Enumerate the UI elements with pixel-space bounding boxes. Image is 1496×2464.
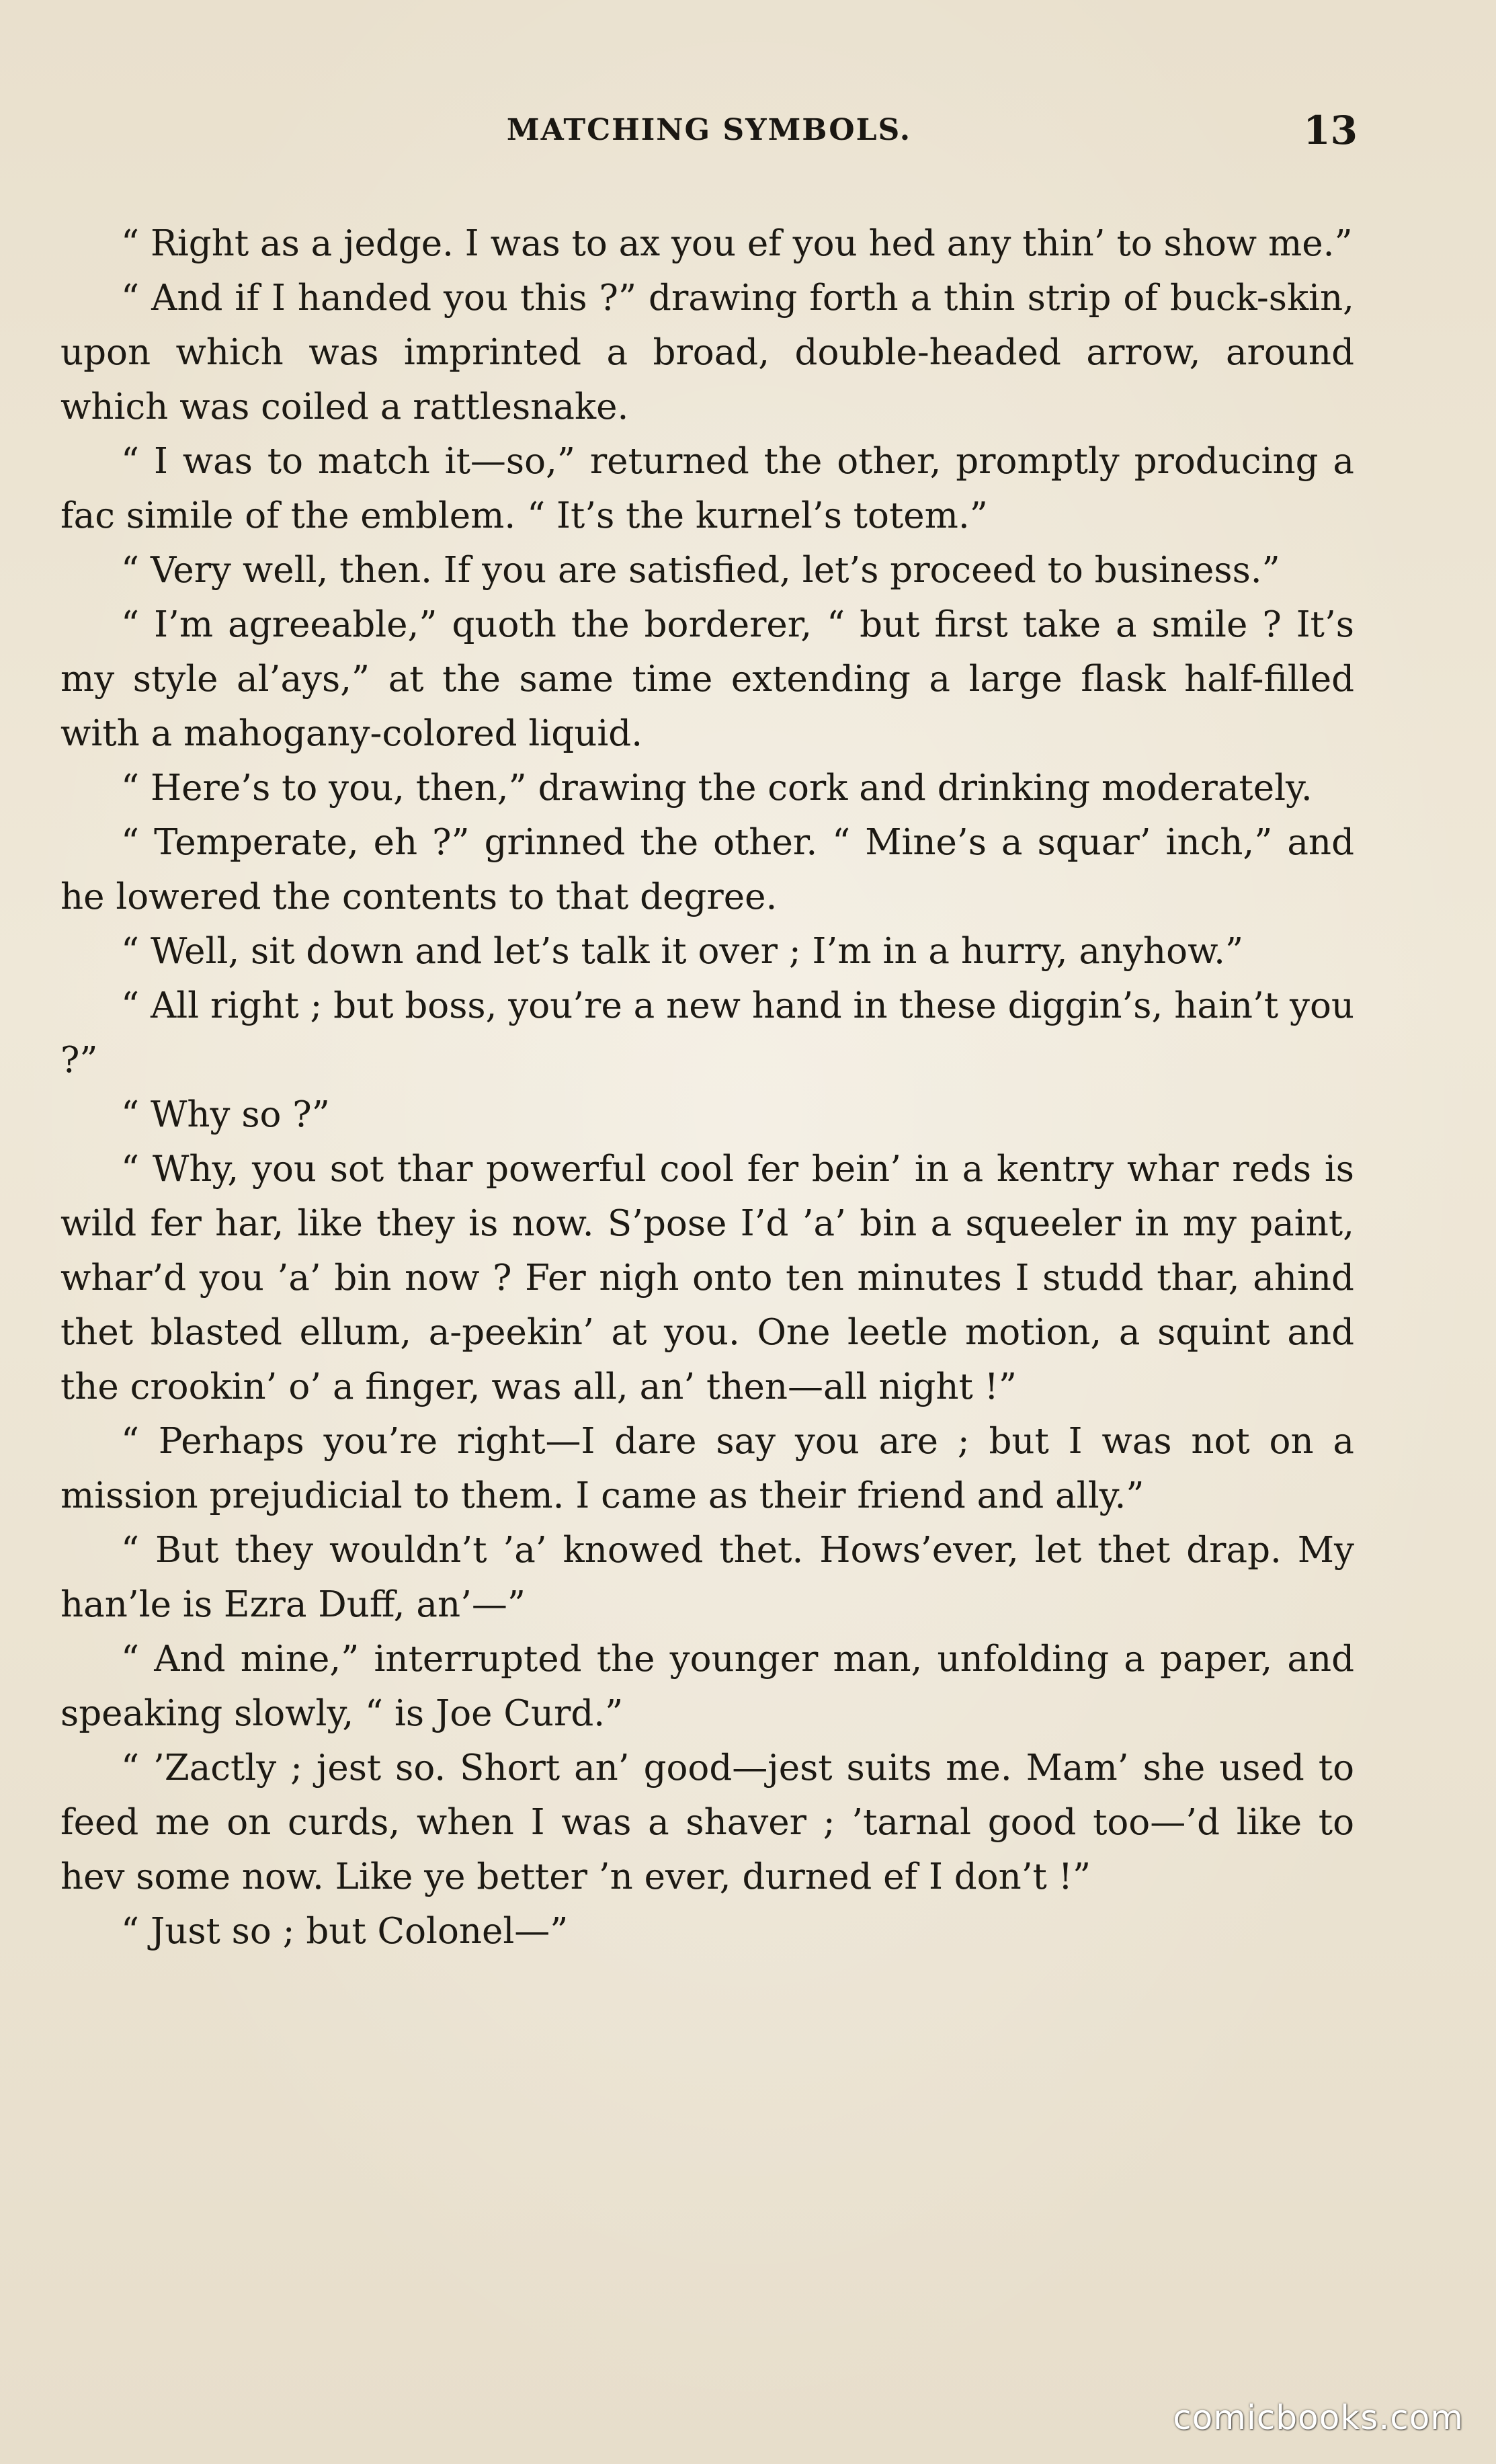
paragraph: “ Why so ?”: [121, 1094, 330, 1135]
paragraph: “ Here’s to you, then,” drawing the cork and drinking moderately.: [121, 768, 1313, 809]
paragraph: “ I was to match it—so,” returned the other, promptly producing a fac simile of the emblem. “ It’s the kurnel’s totem.”: [60, 441, 1354, 536]
paragraph: “ Right as a jedge. I was to ax you ef you hed any thin’ to show me.”: [121, 223, 1353, 264]
paragraph: “ Just so ; but Colonel—”: [121, 1911, 569, 1952]
page-number: 13: [1303, 108, 1358, 153]
paragraph: “ All right ; but boss, you’re a new hand in these diggin’s, hain’t you ?”: [60, 985, 1354, 1081]
paragraph: “ Well, sit down and let’s talk it over ; I’m in a hurry, anyhow.”: [121, 931, 1244, 972]
paragraph: “ And mine,” interrupted the younger man, unfolding a paper, and speaking slowly, “ is Joe Curd.”: [60, 1639, 1354, 1734]
paragraph: “ Very well, then. If you are satisfied, let’s proceed to business.”: [121, 550, 1280, 591]
paragraph: “ I’m agreeable,” quoth the borderer, “ but first take a smile ? It’s my style al’ays,” at the same time extending a large flask half-filled with a mahogany-colored liquid.: [60, 604, 1354, 754]
paragraph: “ And if I handed you this ?” drawing forth a thin strip of buck-skin, upon which was imprinted a broad, double-headed arrow, around which was coiled a rattlesnake.: [60, 278, 1354, 427]
watermark: comicbooks.com: [1173, 2398, 1464, 2437]
paragraph: “ ’Zactly ; jest so. Short an’ good—jest suits me. Mam’ she used to feed me on curds, when I was a shaver ; ’tarnal good too—’d like to hev some now. Like ye better ’n ever, durned ef I don’t !”: [60, 1748, 1354, 1897]
body-text: [60, 216, 1354, 1959]
running-head: MATCHING SYMBOLS.: [506, 113, 912, 147]
paragraph: “ Perhaps you’re right—I dare say you are ; but I was not on a mission prejudicial to them. I came as their friend and ally.”: [60, 1421, 1354, 1516]
paragraph: “ But they wouldn’t ’a’ knowed thet. Hows’ever, let thet drap. My han’le is Ezra Duff, an’—”: [60, 1530, 1354, 1625]
page-header: [60, 108, 1358, 160]
paragraph: “ Temperate, eh ?” grinned the other. “ Mine’s a squar’ inch,” and he lowered the contents to that degree.: [60, 822, 1354, 917]
paragraph: “ Why, you sot thar powerful cool fer bein’ in a kentry whar reds is wild fer har, like they is now. S’pose I’d ’a’ bin a squeeler in my paint, whar’d you ’a’ bin now ? Fer nigh onto ten minutes I studd thar, ahind thet blasted ellum, a-peekin’ at you. One leetle motion, a squint and the crookin’ o’ a finger, was all, an’ then—all night !”: [60, 1149, 1354, 1407]
